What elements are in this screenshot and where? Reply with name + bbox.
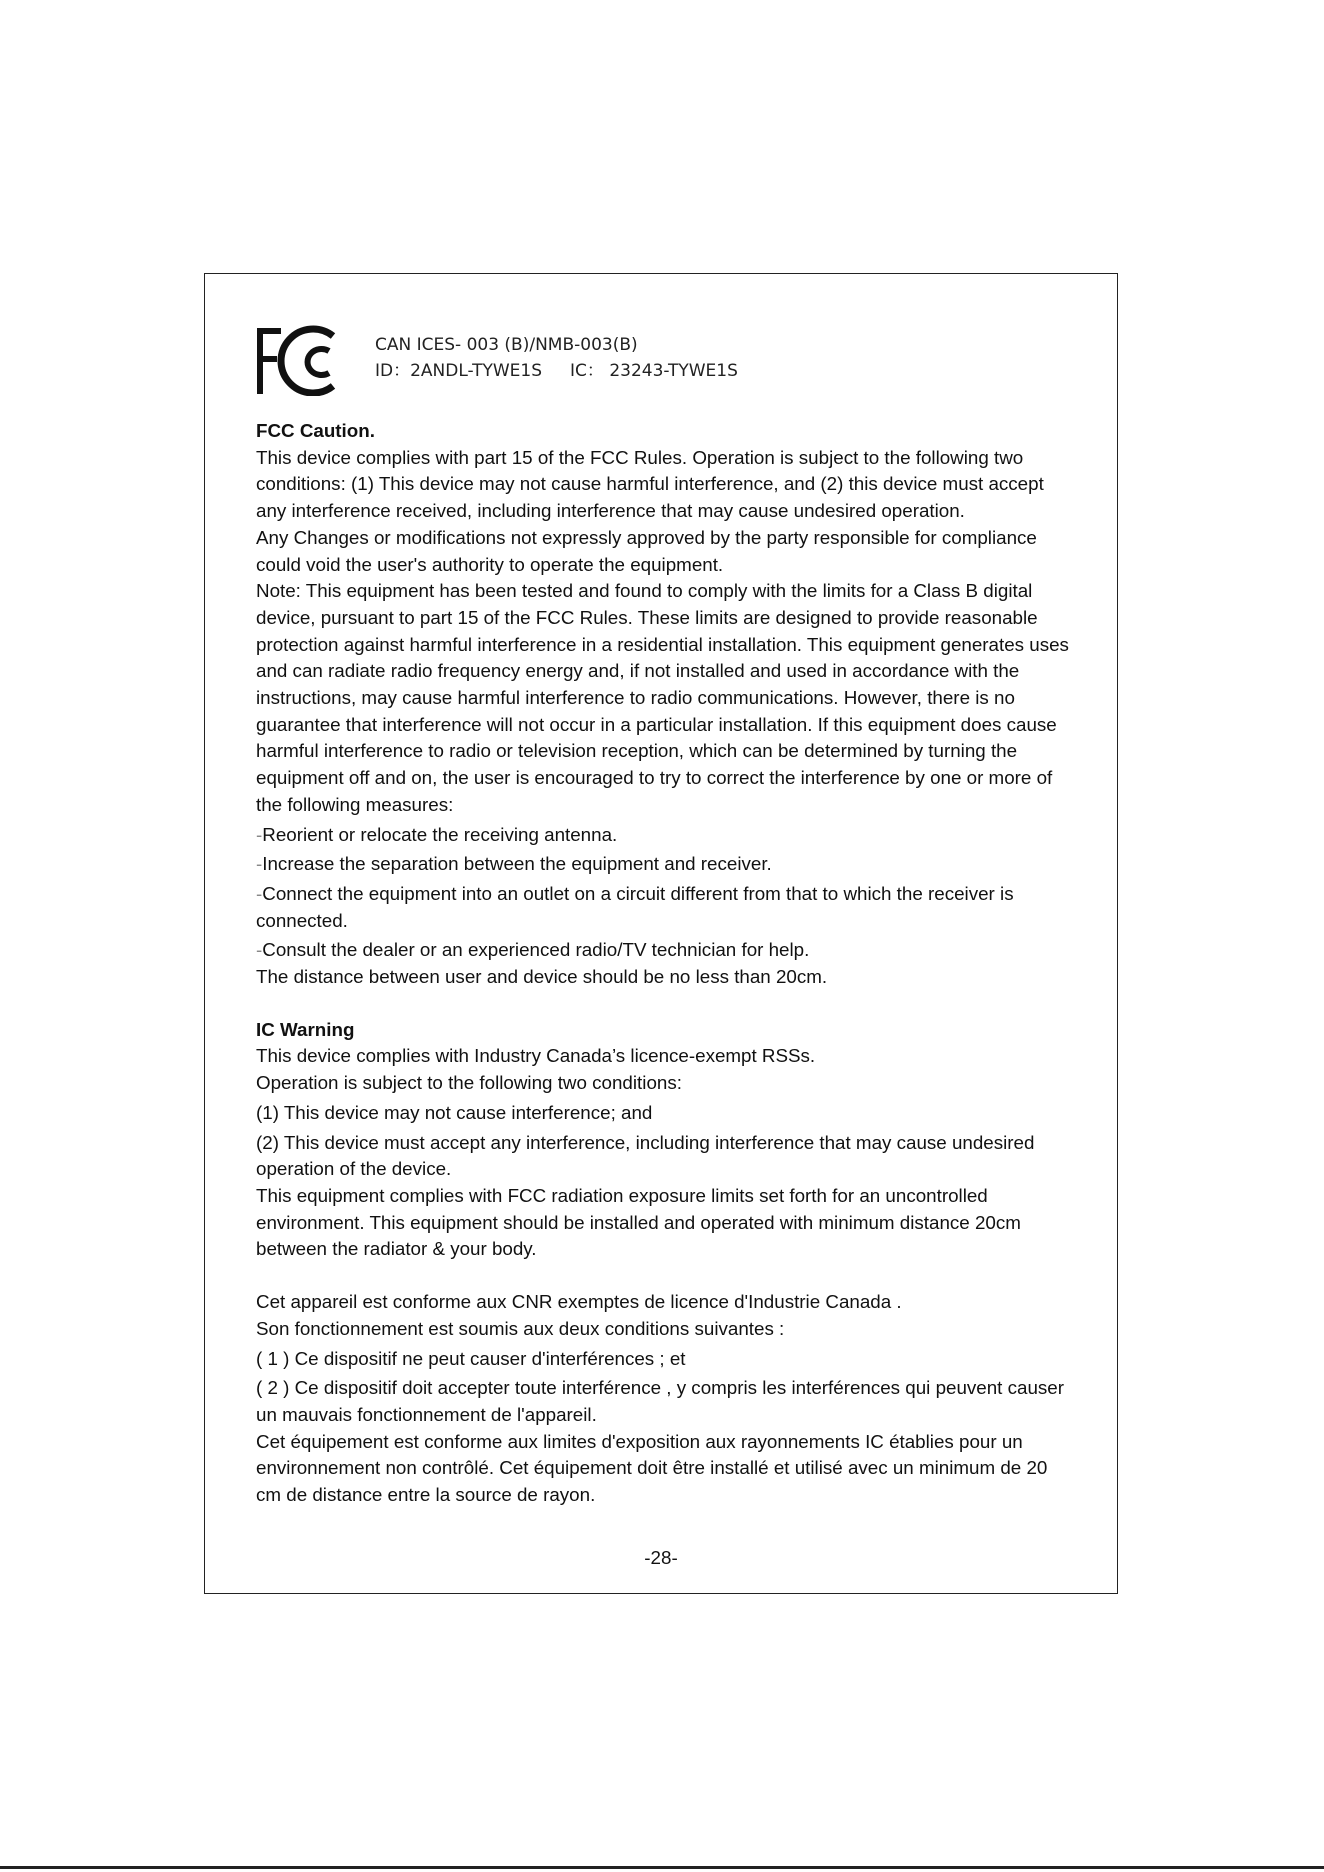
fcc-paragraph-1: This device complies with part 15 of the FCC Rules. Operation is subject to the following two conditions: (1) This device may not cause harmful interference, and (2) this device must accept any interference received, including interference that may cause undesired operation. [256,446,1044,522]
ic-line-1: This device complies with Industry Canada’s licence-exempt RSSs. [256,1045,816,1067]
ic-condition-2: (2) This device must accept any interference, including interference that may cause undesired operation of the device. [256,1131,1035,1180]
fr-line-2: Son fonctionnement est soumis aux deux conditions suivantes : [256,1317,785,1339]
certification-ids [375,332,738,384]
bottom-rule [0,1866,1324,1869]
section-spacer [256,991,1076,1017]
fcc-paragraph-2: Any Changes or modifications not expressly approved by the party responsible for compliance could void the user's authority to operate the equipment. [256,526,1037,575]
measure-text: Increase the separation between the equipment and receiver. [262,853,772,875]
dash-marker: - [256,823,263,845]
measure-item [256,822,1076,849]
measure-text: Reorient or relocate the receiving antenna. [262,823,618,845]
fr-condition-1: ( 1 ) Ce dispositif ne peut causer d'interférences ; et [256,1347,686,1369]
measure-item [256,937,1076,964]
fcc-paragraph-3: Note: This equipment has been tested and found to comply with the limits for a Class B digital device, pursuant to part 15 of the FCC Rules. These limits are designed to provide reasonable protection against harmful interference in a residential installation. This equipment generates uses and can radiate radio frequency energy and, if not installed and used in accordance with the instructions, may cause harmful interference to radio communications. However, there is no guarantee that interference will not occur in a particular installation. If this equipment does cause harmful interference to radio or television reception, which can be determined by turning the equipment off and on, the user is encouraged to try to correct the interference by one or more of the following measures: [256,580,1069,815]
dash-marker: - [256,853,263,875]
dash-marker: - [256,939,263,961]
measure-item [256,851,1076,878]
fr-exposure-paragraph: Cet équipement est conforme aux limites d'exposition aux rayonnements IC établies pour un environnement non contrôlé. Cet équipement doit être installé et utilisé avec un minimum de 20 cm de distance entre la source de rayon. [256,1430,1048,1506]
fcc-logo-icon [255,324,341,396]
ices-line: CAN ICES- 003 (B)/NMB-003(B) [375,335,638,355]
dash-marker: - [256,882,263,904]
measure-item [256,881,1076,934]
fcc-caution-heading: FCC Caution. [256,420,375,441]
fr-condition-2: ( 2 ) Ce dispositif doit accepter toute interférence , y compris les interférences qui peuvent causer un mauvais fonctionnement de l'appareil. [256,1377,1064,1425]
document-frame [204,273,1118,1594]
document-body [256,418,1076,1509]
fr-line-1: Cet appareil est conforme aux CNR exemptes de licence d'Industrie Canada . [256,1291,902,1313]
page-number: -28- [644,1547,678,1568]
measure-text: Consult the dealer or an experienced radio/TV technician for help. [262,939,810,961]
measure-text: Connect the equipment into an outlet on a circuit different from that to which the receiver is connected. [256,882,1014,931]
ic-id: IC： 23243-TYWE1S [570,361,738,381]
ic-warning-heading: IC Warning [256,1018,355,1040]
id-line [375,358,738,384]
ic-exposure-paragraph: This equipment complies with FCC radiation exposure limits set forth for an uncontrolled environment. This equipment should be installed and operated with minimum distance 20cm between the radiator & your body. [256,1184,1021,1260]
ic-line-2: Operation is subject to the following two conditions: [256,1072,682,1094]
section-spacer [256,1263,1076,1289]
fcc-id: ID：2ANDL-TYWE1S [375,361,543,381]
distance-note: The distance between user and device should be no less than 20cm. [256,966,828,988]
ic-condition-1: (1) This device may not cause interference; and [256,1101,653,1123]
